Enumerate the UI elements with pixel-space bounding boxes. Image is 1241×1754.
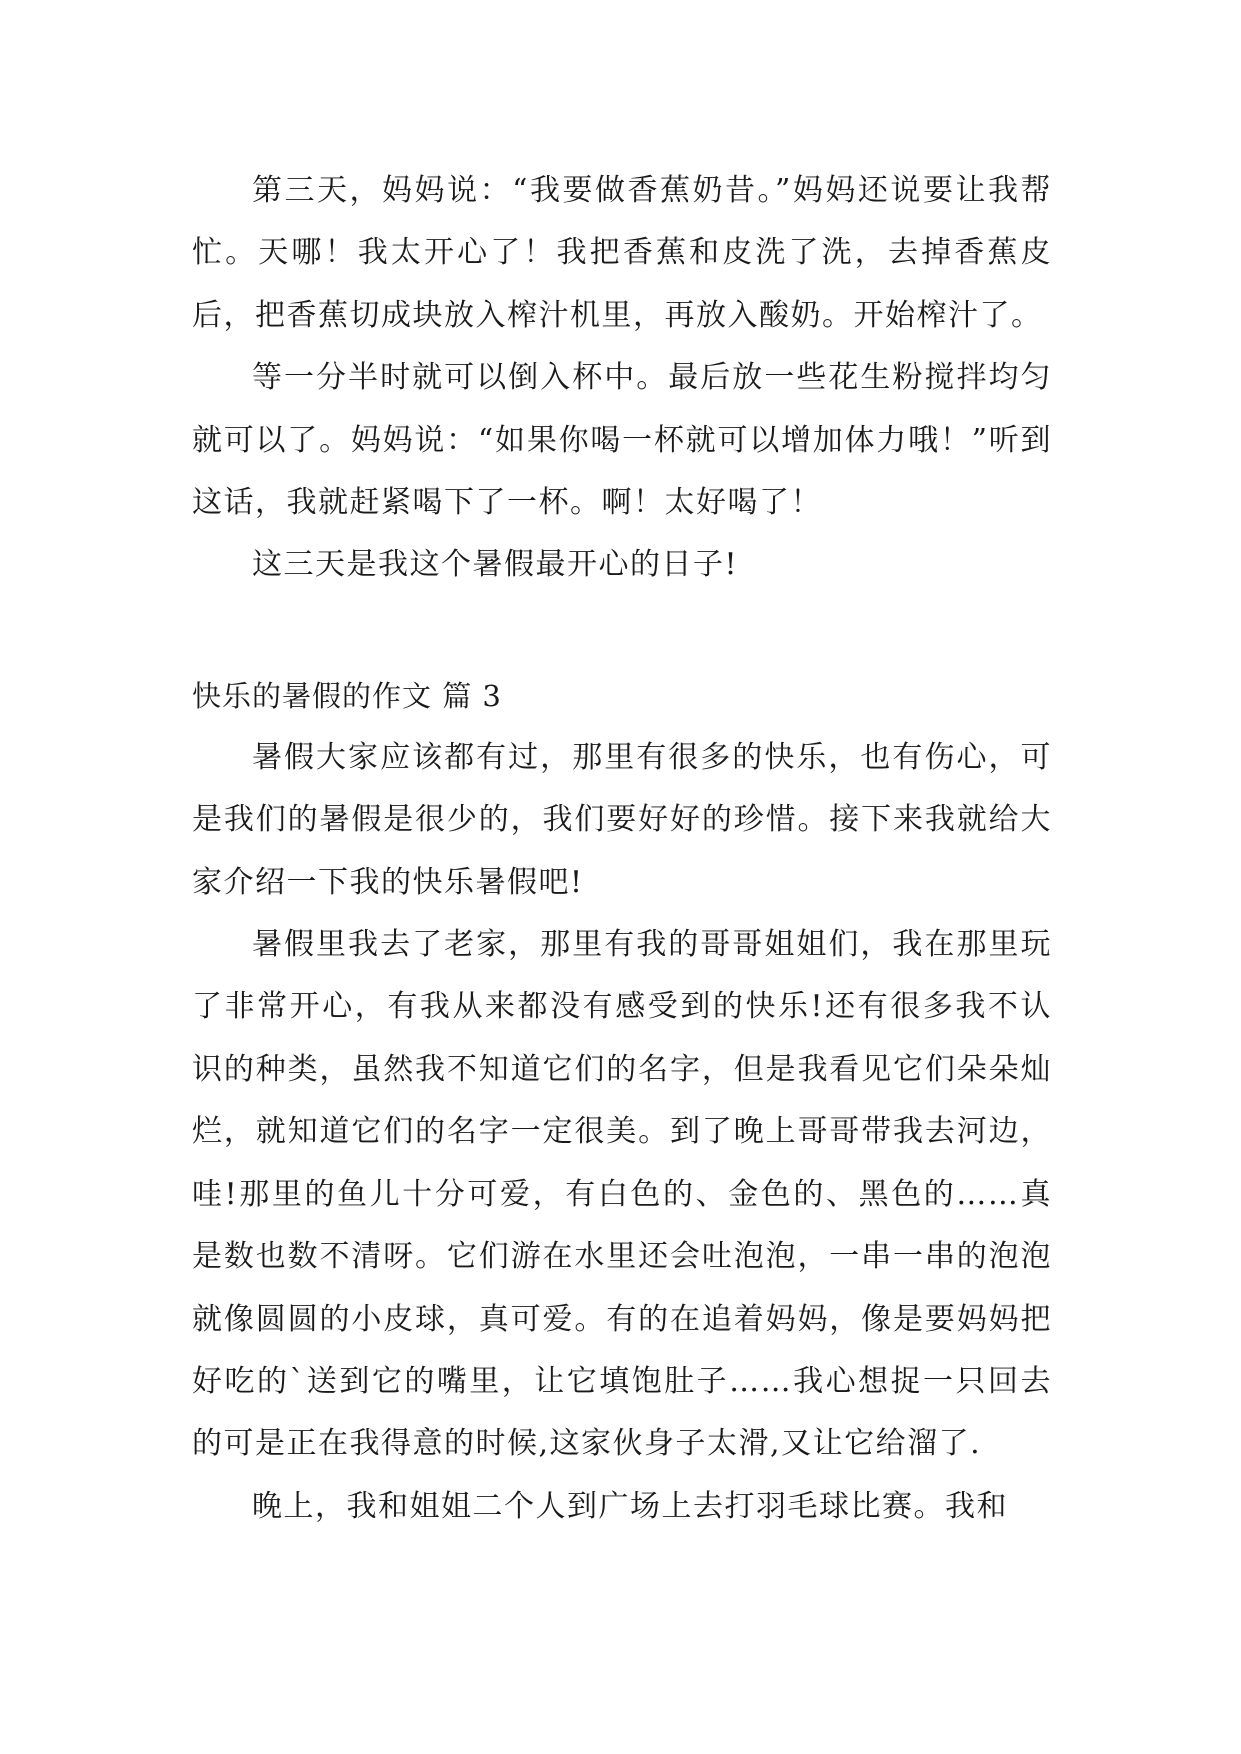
paragraph: 等一分半时就可以倒入杯中。最后放一些花生粉搅拌均匀就可以了。妈妈说：“如果你喝一杯就可以增加体力哦！”听到这话，我就赶紧喝下了一杯。啊！太好喝了！ [192, 360, 1052, 521]
paragraph: 第三天，妈妈说：“我要做香蕉奶昔。”妈妈还说要让我帮忙。天哪！我太开心了！我把香蕉和皮洗了洗，去掉香蕉皮后，把香蕉切成块放入榨汁机里，再放入酸奶。开始榨汁了。 [192, 173, 1052, 333]
paragraph: 晚上，我和姐姐二个人到广场上去打羽毛球比赛。我和 [252, 1488, 1008, 1524]
document-page [192, 160, 1052, 1538]
section-heading: 快乐的暑假的作文 篇 3 [192, 678, 502, 713]
paragraph: 暑假大家应该都有过，那里有很多的快乐，也有伤心，可是我们的暑假是很少的，我们要好好的珍惜。接下来我就给大家介绍一下我的快乐暑假吧! [192, 739, 1052, 900]
paragraph: 这三天是我这个暑假最开心的日子! [252, 547, 739, 583]
paragraph: 暑假里我去了老家，那里有我的哥哥姐姐们，我在那里玩了非常开心，有我从来都没有感受到的快乐!还有很多我不认识的种类，虽然我不知道它们的名字，但是我看见它们朵朵灿烂，就知道它们的名字一定很美。到了晚上哥哥带我去河边，哇!那里的鱼儿十分可爱，有白色的、金色的、黑色的……真是数也数不清呀。它们游在水里还会吐泡泡，一串一串的泡泡就像圆圆的小皮球，真可爱。有的在追着妈妈，像是要妈妈把好吃的`送到它的嘴里，让它填饱肚子……我心想捉一只回去的可是正在我得意的时候,这家伙身子太滑,又让它给溜了. [192, 927, 1052, 1462]
